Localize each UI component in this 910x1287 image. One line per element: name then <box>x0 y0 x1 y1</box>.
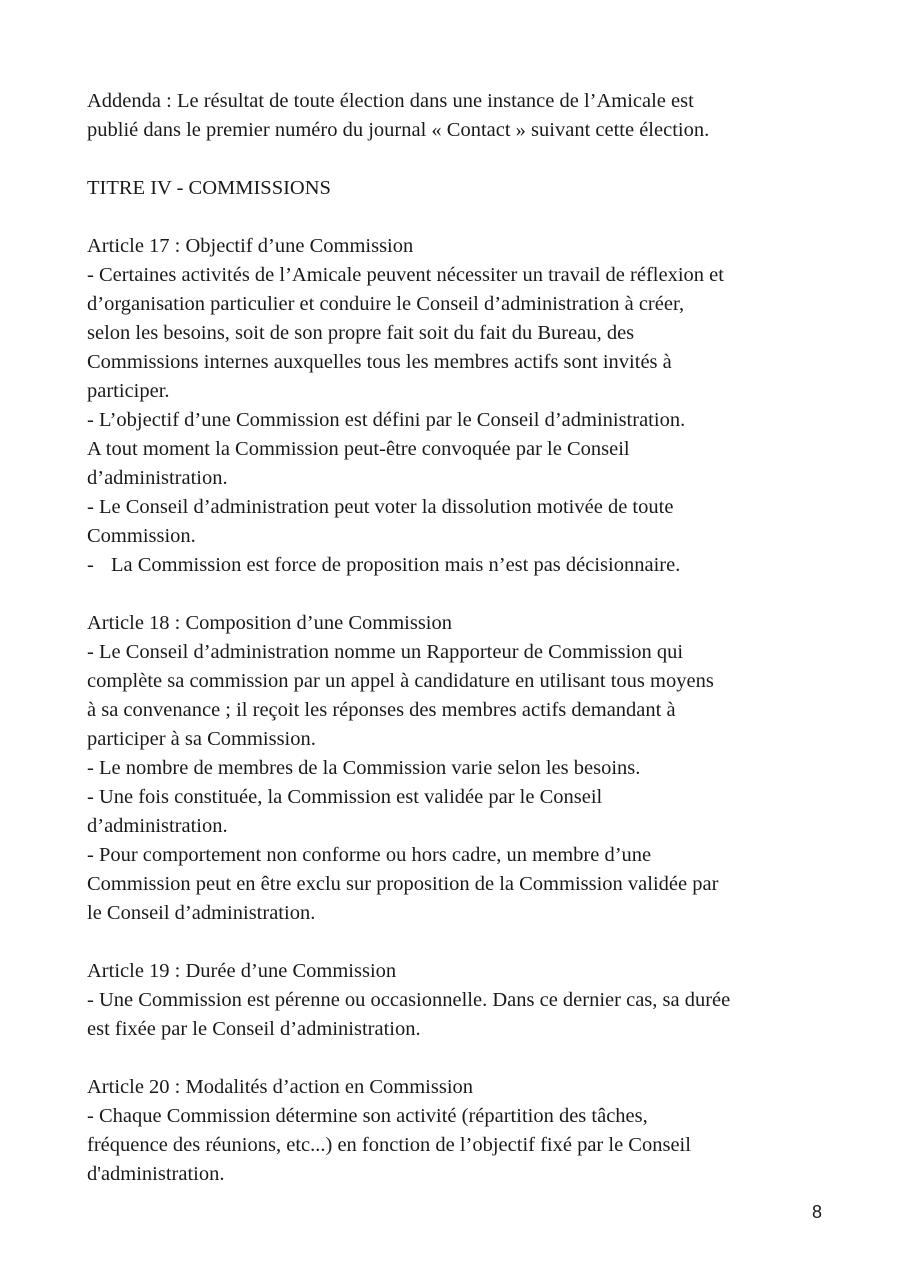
text-line: Commission. <box>87 525 196 547</box>
text-line: d’administration. <box>87 815 228 837</box>
text-line: - Pour comportement non conforme ou hors cadre, un membre d’une <box>87 844 652 866</box>
text-line: complète sa commission par un appel à candidature en utilisant tous moyens <box>87 670 714 692</box>
text-line: est fixée par le Conseil d’administration. <box>87 1018 421 1040</box>
text-line: - Le Conseil d’administration peut voter la dissolution motivée de toute <box>87 496 674 518</box>
text-line: à sa convenance ; il reçoit les réponses des membres actifs demandant à <box>87 699 676 721</box>
text-line: fréquence des réunions, etc...) en fonction de l’objectif fixé par le Conseil <box>87 1134 691 1156</box>
text-line: - Le Conseil d’administration nomme un Rapporteur de Commission qui <box>87 641 684 663</box>
text-line: - Une fois constituée, la Commission est validée par le Conseil <box>87 786 603 808</box>
article-heading: Article 18 : Composition d’une Commission <box>87 612 453 634</box>
paragraph-spacer <box>87 928 847 957</box>
paragraph-spacer <box>87 1044 847 1073</box>
article-20 <box>87 1073 847 1189</box>
paragraph-spacer <box>87 203 847 232</box>
section-title: TITRE IV - COMMISSIONS <box>87 177 331 199</box>
paragraph-spacer <box>87 580 847 609</box>
text-line: Addenda : Le résultat de toute élection dans une instance de l’Amicale est <box>87 90 694 112</box>
text-line: publié dans le premier numéro du journal « Contact » suivant cette élection. <box>87 119 710 141</box>
page-number: 8 <box>812 1202 823 1222</box>
text-line: le Conseil d’administration. <box>87 902 316 924</box>
bullet-dash-icon: - <box>87 554 94 576</box>
article-19 <box>87 957 847 1044</box>
text-line: - Chaque Commission détermine son activité (répartition des tâches, <box>87 1105 648 1127</box>
text-line: participer. <box>87 380 170 402</box>
article-heading: Article 20 : Modalités d’action en Commission <box>87 1076 474 1098</box>
document-page <box>87 87 847 1189</box>
article-17 <box>87 232 847 580</box>
text-line: participer à sa Commission. <box>87 728 316 750</box>
text-line: d'administration. <box>87 1163 225 1185</box>
paragraph-spacer <box>87 145 847 174</box>
article-heading: Article 19 : Durée d’une Commission <box>87 960 397 982</box>
bullet-text: La Commission est force de proposition mais n’est pas décisionnaire. <box>111 554 681 576</box>
article-heading: Article 17 : Objectif d’une Commission <box>87 235 414 257</box>
text-line: Commissions internes auxquelles tous les membres actifs sont invités à <box>87 351 672 373</box>
text-line: - Certaines activités de l’Amicale peuvent nécessiter un travail de réflexion et <box>87 264 724 286</box>
text-line: A tout moment la Commission peut-être convoquée par le Conseil <box>87 438 630 460</box>
article-18 <box>87 609 847 928</box>
text-line: - Une Commission est pérenne ou occasionnelle. Dans ce dernier cas, sa durée <box>87 989 731 1011</box>
text-line: Commission peut en être exclu sur proposition de la Commission validée par <box>87 873 719 895</box>
text-line: d’administration. <box>87 467 228 489</box>
bullet-item <box>87 551 847 580</box>
text-line: - L’objectif d’une Commission est défini par le Conseil d’administration. <box>87 409 686 431</box>
addenda-paragraph <box>87 87 847 145</box>
text-line: d’organisation particulier et conduire le Conseil d’administration à créer, <box>87 293 685 315</box>
text-line: selon les besoins, soit de son propre fait soit du fait du Bureau, des <box>87 322 635 344</box>
text-line: - Le nombre de membres de la Commission varie selon les besoins. <box>87 757 641 779</box>
